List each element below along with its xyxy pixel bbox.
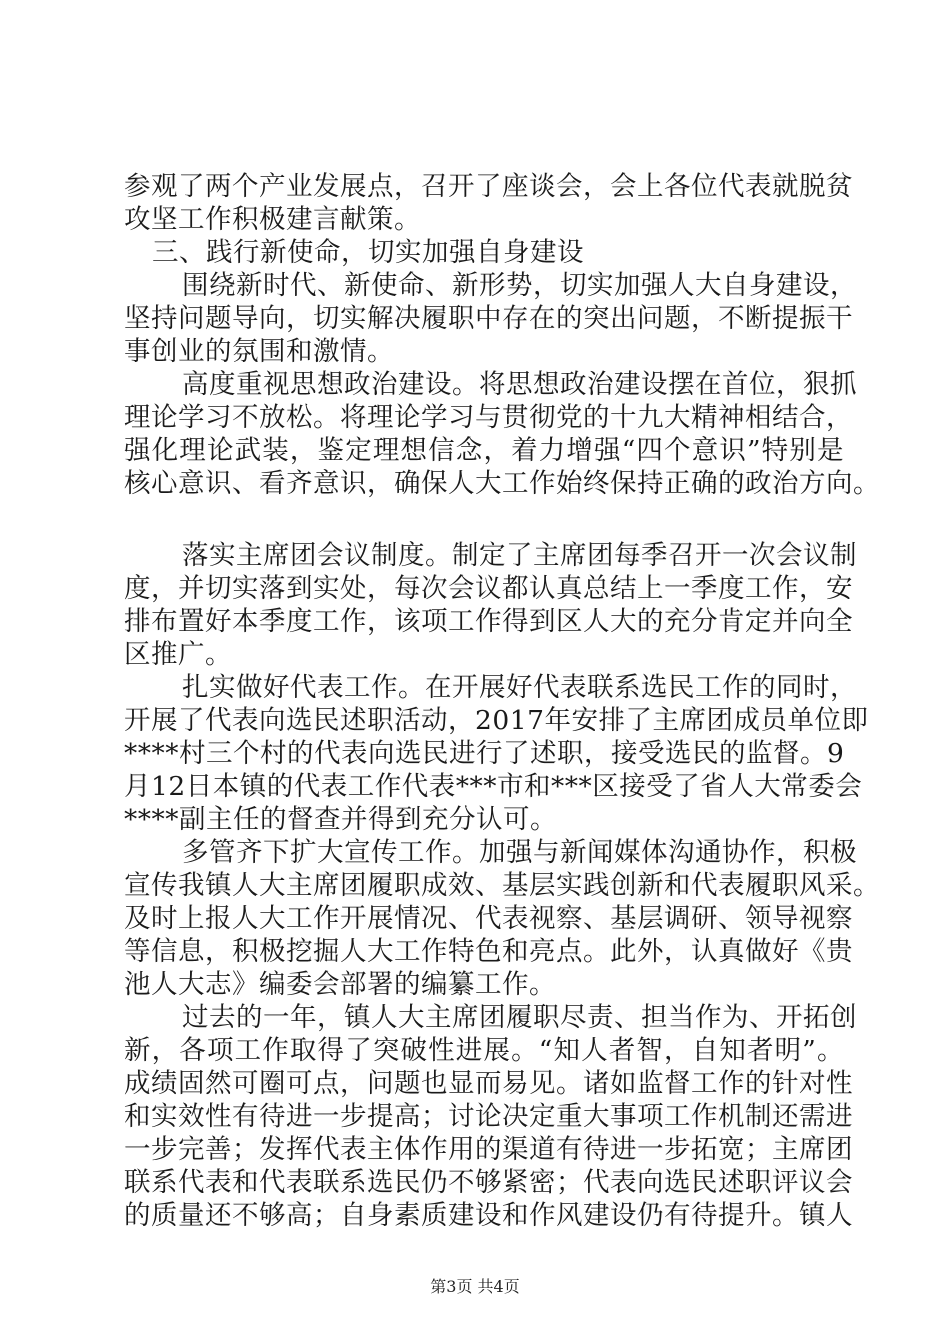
text-line: 和实效性有待进一步提高；讨论决定重大事项工作机制还需进	[124, 1101, 853, 1132]
text-line: 区推广。	[124, 639, 232, 670]
text-line: 核心意识、看齐意识，确保人大工作始终保持正确的政治方向。	[124, 468, 880, 499]
text-line: 围绕新时代、新使命、新形势，切实加强人大自身建设，	[182, 270, 857, 301]
text-line: 坚持问题导向，切实解决履职中存在的突出问题，不断提振干	[124, 303, 853, 334]
document-body	[124, 170, 880, 1232]
text-line: 理论学习不放松。将理论学习与贯彻党的十九大精神相结合，	[124, 402, 853, 433]
text-line: 月12日本镇的代表工作代表***市和***区接受了省人大常委会	[124, 771, 863, 802]
text-line: 过去的一年，镇人大主席团履职尽责、担当作为、开拓创	[182, 1002, 857, 1033]
text-line: 宣传我镇人大主席团履职成效、基层实践创新和代表履职风采。	[124, 870, 880, 901]
text-line: ****村三个村的代表向选民进行了述职，接受选民的监督。9	[124, 738, 845, 769]
section-heading: 三、践行新使命，切实加强自身建设	[152, 237, 584, 268]
text-line: 的质量还不够高；自身素质建设和作风建设仍有待提升。镇人	[124, 1200, 853, 1231]
text-line: 开展了代表向选民述职活动，2017年安排了主席团成员单位即	[124, 705, 869, 736]
text-line: 度，并切实落到实处，每次会议都认真总结上一季度工作，安	[124, 573, 853, 604]
text-line: 强化理论武装，鉴定理想信念，着力增强“四个意识”特别是	[124, 435, 844, 466]
text-line: 事创业的氛围和激情。	[124, 336, 394, 367]
text-line: 扎实做好代表工作。在开展好代表联系选民工作的同时，	[182, 672, 857, 703]
text-line: 攻坚工作积极建言献策。	[124, 204, 421, 235]
text-line: ****副主任的督查并得到充分认可。	[124, 804, 557, 835]
text-line: 落实主席团会议制度。制定了主席团每季召开一次会议制	[182, 540, 857, 571]
text-line: 多管齐下扩大宣传工作。加强与新闻媒体沟通协作，积极	[182, 837, 857, 868]
text-line: 排布置好本季度工作，该项工作得到区人大的充分肯定并向全	[124, 606, 853, 637]
text-line: 池人大志》编委会部署的编纂工作。	[124, 969, 556, 1000]
text-line: 高度重视思想政治建设。将思想政治建设摆在首位，狠抓	[182, 369, 857, 400]
text-line: 联系代表和代表联系选民仍不够紧密；代表向选民述职评议会	[124, 1167, 853, 1198]
text-line: 参观了两个产业发展点，召开了座谈会，会上各位代表就脱贫	[124, 171, 853, 202]
text-line: 新，各项工作取得了突破性进展。“知人者智，自知者明”。	[124, 1035, 844, 1066]
text-line: 等信息，积极挖掘人大工作特色和亮点。此外，认真做好《贵	[124, 936, 853, 967]
page-number-footer: 第3页 共4页	[430, 1277, 520, 1296]
text-line: 及时上报人大工作开展情况、代表视察、基层调研、领导视察	[124, 903, 853, 934]
paragraph-gap	[124, 500, 844, 539]
text-line: 一步完善；发挥代表主体作用的渠道有待进一步拓宽；主席团	[124, 1134, 853, 1165]
text-line: 成绩固然可圈可点，问题也显而易见。诸如监督工作的针对性	[124, 1068, 853, 1099]
